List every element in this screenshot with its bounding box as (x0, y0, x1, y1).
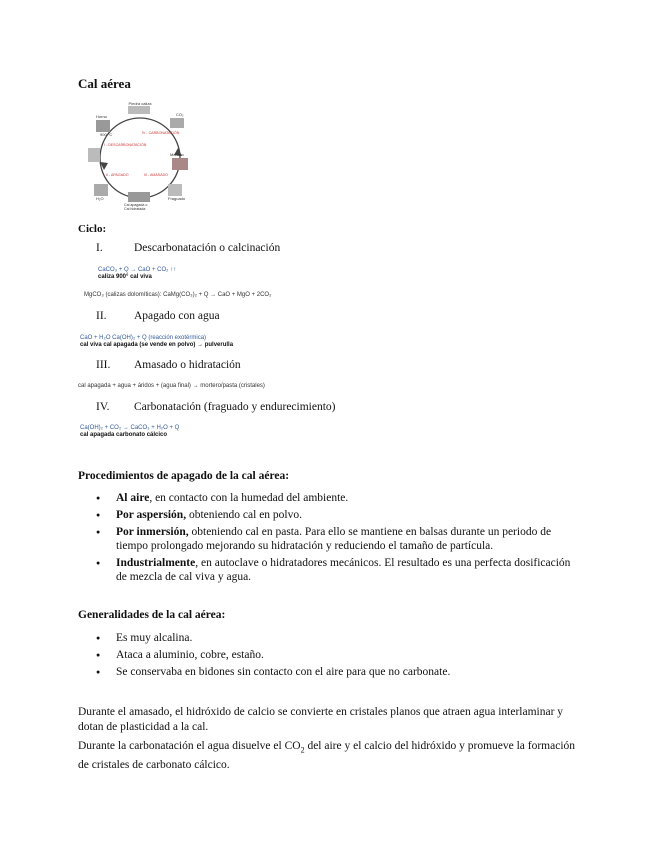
chem-line: Ca(OH)₂ + CO₂ → CaCO₃ + H₂O + Q (80, 425, 180, 431)
cycle-label-mortero: Mortero (170, 152, 184, 157)
chem-line: CaCO₃ + Q → CaO + CO₂ ↑↑ (98, 267, 177, 273)
paragraph-carbonatacion (78, 739, 578, 772)
step-2-equation (80, 335, 233, 349)
cycle-label-piedra: Piedra caliza (128, 101, 152, 106)
step-4-equation (80, 425, 179, 439)
cycle-label-fraguado: Fraguado (168, 196, 186, 201)
chem-caption: cal viva cal apagada (se vende en polvo) → pulverulla (80, 341, 234, 348)
list-item (78, 508, 583, 522)
step-1-title: Descarbonatación o calcinación (134, 242, 281, 254)
apagado-list (78, 491, 583, 587)
list-item (78, 525, 583, 553)
list-item-bold: Al aire (116, 492, 150, 504)
step-1-equation (98, 267, 176, 281)
cycle-label-i: I - DESCARBONATACIÓN (104, 143, 147, 147)
ciclo-label: Ciclo: (78, 223, 107, 235)
step-3-equation: cal apagada + agua + áridos + (agua final) → mortero/pasta (cristales) (78, 383, 265, 389)
cycle-label-h2o: H₂O (96, 196, 104, 201)
chem-line: CaO + H₂O Ca(OH)₂ + Q (reacción exotérmica) (80, 335, 207, 341)
generalidades-list (78, 631, 583, 682)
lime-cycle-diagram (84, 100, 196, 214)
subscript: 2 (300, 745, 305, 755)
apagado-heading: Procedimientos de apagado de la cal aérea: (78, 470, 290, 482)
generalidades-heading: Generalidades de la cal aérea: (78, 609, 226, 621)
step-2-number: II. (96, 310, 107, 322)
step-3-title: Amasado o hidratación (134, 359, 241, 371)
step-4-title: Carbonatación (fraguado y endurecimiento) (134, 401, 336, 413)
chem-caption: caliza 900° cal viva (98, 273, 152, 280)
cycle-label-horno: Horno (96, 114, 107, 119)
cycle-label-co2: CO₂ (176, 112, 184, 117)
list-item-text: obteniendo cal en polvo. (186, 509, 303, 521)
list-item-bold: Por aspersión, (116, 509, 187, 521)
cycle-label-iii: III - AMASADO (144, 173, 168, 177)
list-item-text: , en contacto con la humedad del ambiente. (149, 492, 349, 504)
paragraph-text: Durante la carbonatación el agua disuelve el CO (78, 740, 301, 752)
list-item-text: obteniendo cal en pasta. Para ello se mantiene en balsas durante un periodo de tiempo prolongado mejorando su hidratación y reduciendo el tamaño de partícula. (116, 526, 552, 552)
list-item (78, 556, 583, 584)
cycle-label-900: 900 °C (100, 132, 113, 137)
list-item: ● Ataca a aluminio, cobre, estaño. (78, 648, 583, 662)
dolomite-equation: MgCO₃ (calizas dolomíticas): CaMg(CO₃)₂ + Q → CaO + MgO + 2CO₂ (84, 292, 272, 298)
list-item (78, 491, 583, 505)
step-1-number: I. (96, 242, 103, 254)
step-3-number: III. (96, 359, 111, 371)
list-item: ● Se conservaba en bidones sin contacto con el aire para que no carbonate. (78, 665, 583, 679)
list-item-bold: Industrialmente (116, 557, 196, 569)
list-item: ● Es muy alcalina. (78, 631, 583, 645)
paragraph-text: del aire y el calcio del hidróxido y promueve la formación de cristales de carbonato cálcico. (78, 740, 576, 771)
list-item-bold: Por inmersión, (116, 526, 189, 538)
list-item-text: , en autoclave o hidratadores mecánicos. El resultado es una perfecta dosificación de mezcla de cal viva y agua. (116, 557, 571, 583)
chem-caption: cal apagada carbonato cálcico (80, 431, 168, 438)
cycle-label-ii: II - APAGADO (106, 173, 129, 177)
step-4-number: IV. (96, 401, 110, 413)
paragraph-amasado: Durante el amasado, el hidróxido de calcio se convierte en cristales planos que atraen agua interlaminar y dotan de plasticidad a la cal. (78, 706, 564, 733)
step-2-title: Apagado con agua (134, 310, 220, 322)
page-title: Cal aérea (78, 76, 131, 91)
cycle-label-calapagada-2: Cal hidratada (124, 207, 146, 211)
cycle-label-calapagada-1: Cal apagada o (124, 203, 148, 207)
cycle-label-iv: IV - CARBONATACIÓN (142, 131, 180, 135)
